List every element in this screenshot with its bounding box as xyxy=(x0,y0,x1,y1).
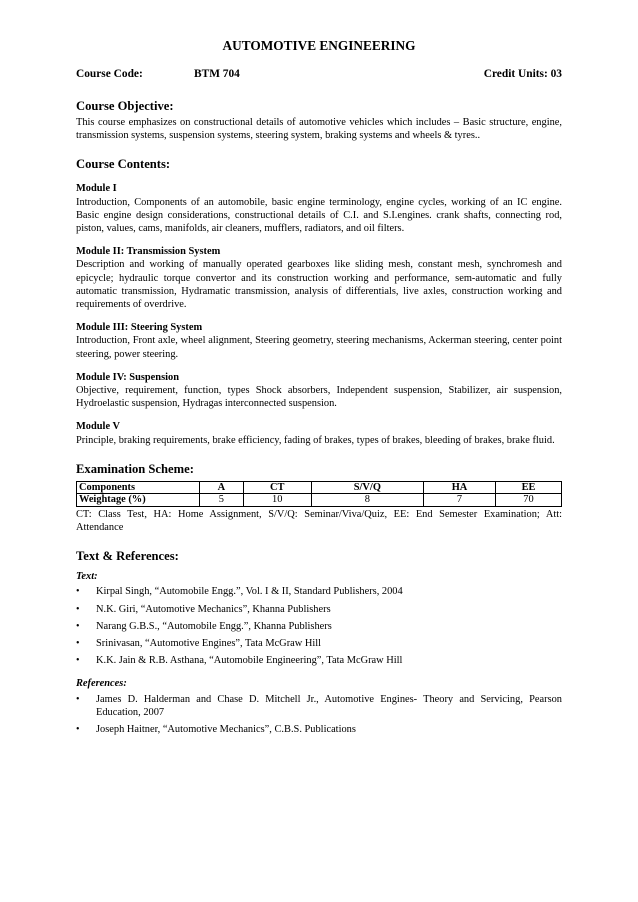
bullet-icon: • xyxy=(76,724,80,736)
list-item xyxy=(76,620,562,633)
module-title: Module III: Steering System xyxy=(76,322,203,334)
module-title: Module V xyxy=(76,421,120,433)
list-item xyxy=(76,585,562,598)
bullet-icon: • xyxy=(76,638,80,650)
list-item-text: Joseph Haitner, “Automotive Mechanics”, C.B.S. Publications xyxy=(96,724,356,736)
list-item-text: Kirpal Singh, “Automobile Engg.”, Vol. I & II, Standard Publishers, 2004 xyxy=(96,586,403,598)
module-4 xyxy=(76,371,562,411)
module-text: Introduction, Components of an automobile, basic engine terminology, engine cycles, working of an IC engine. Basic engine design considerations, constructional details of C.I. and S.I.engines. crank shafts, connecting rod, piston, values, cams, manifolds, air cleaners, mufflers, radiators, and oil filters. xyxy=(76,196,562,235)
module-title: Module II: Transmission System xyxy=(76,246,221,258)
course-code-label: Course Code: xyxy=(76,68,143,80)
exam-legend: CT: Class Test, HA: Home Assignment, S/V/Q: Seminar/Viva/Quiz, EE: End Semester Examination; Att: Attendance xyxy=(76,508,562,534)
objective-text: This course emphasizes on constructional details of automotive vehicles which includes – Basic structure, engine, transmission systems, suspension systems, steering system, braking systems and wheels & tyres.. xyxy=(76,117,562,142)
course-info-line xyxy=(76,68,562,84)
module-2 xyxy=(76,245,562,311)
page-title: AUTOMOTIVE ENGINEERING xyxy=(222,38,416,53)
text-books-label: Text: xyxy=(76,571,98,583)
module-title: Module I xyxy=(76,183,117,195)
list-item xyxy=(76,603,562,616)
objective-heading: Course Objective: xyxy=(76,99,174,113)
list-item-text: K.K. Jain & R.B. Asthana, “Automobile Engineering”, Tata McGraw Hill xyxy=(96,655,403,667)
references-label: References: xyxy=(76,678,127,690)
table-cell: Components xyxy=(77,481,200,494)
module-3 xyxy=(76,321,562,361)
references-list xyxy=(76,693,562,737)
module-text: Introduction, Front axle, wheel alignment, Steering geometry, steering mechanisms, Ackerman steering, center point steering, power steering. xyxy=(76,335,562,360)
list-item-text: James D. Halderman and Chase D. Mitchell Jr., Automotive Engines- Theory and Servicing, Pearson Education, 2007 xyxy=(96,693,562,718)
module-5 xyxy=(76,420,562,446)
list-item xyxy=(76,693,562,719)
exam-heading: Examination Scheme: xyxy=(76,461,194,476)
table-cell: 10 xyxy=(243,494,311,507)
module-title: Module IV: Suspension xyxy=(76,371,179,383)
table-cell: HA xyxy=(424,481,496,494)
bullet-icon: • xyxy=(76,620,80,632)
table-row xyxy=(77,494,562,507)
bullet-icon: • xyxy=(76,586,80,598)
text-books-list xyxy=(76,585,562,667)
bullet-icon: • xyxy=(76,603,80,615)
table-header-row xyxy=(77,481,562,494)
table-cell: Weightage (%) xyxy=(77,494,200,507)
course-code-value: BTM 704 xyxy=(194,68,240,80)
table-cell: A xyxy=(200,481,244,494)
table-cell: S/V/Q xyxy=(311,481,423,494)
list-item xyxy=(76,637,562,650)
module-1 xyxy=(76,182,562,235)
exam-table xyxy=(76,481,562,507)
list-item xyxy=(76,654,562,667)
contents-heading: Course Contents: xyxy=(76,157,171,172)
list-item-text: N.K. Giri, “Automotive Mechanics”, Khanna Publishers xyxy=(96,603,331,615)
table-cell: 7 xyxy=(424,494,496,507)
table-cell: 8 xyxy=(311,494,423,507)
module-text: Principle, braking requirements, brake efficiency, fading of brakes, types of brakes, bleeding of brakes, brake fluid. xyxy=(76,434,555,446)
module-text: Objective, requirement, function, types Shock absorbers, Independent suspension, Stabilizer, air suspension, Hydroelastic suspension, Hydragas interconnected suspension. xyxy=(76,385,562,410)
table-cell: 5 xyxy=(200,494,244,507)
references-heading: Text & References: xyxy=(76,549,179,564)
list-item-text: Srinivasan, “Automotive Engines”, Tata McGraw Hill xyxy=(96,638,322,650)
bullet-icon: • xyxy=(76,655,80,667)
credit-units: Credit Units: 03 xyxy=(483,68,562,80)
list-item xyxy=(76,723,562,736)
list-item-text: Narang G.B.S., “Automobile Engg.”, Khanna Publishers xyxy=(96,620,332,632)
references-block xyxy=(76,677,562,736)
bullet-icon: • xyxy=(76,693,80,705)
table-cell: CT xyxy=(243,481,311,494)
module-text: Description and working of manually operated gearboxes like sliding mesh, constant mesh, synchromesh and epicycle; hydraulic torque convertor and its construction working and performance, sem-automatic and fully automatic transmission, Hydramatic transmission, analysis of differentials, live axles, construction working and requirements of overdrive. xyxy=(76,259,562,311)
table-cell: EE xyxy=(496,481,562,494)
table-cell: 70 xyxy=(496,494,562,507)
